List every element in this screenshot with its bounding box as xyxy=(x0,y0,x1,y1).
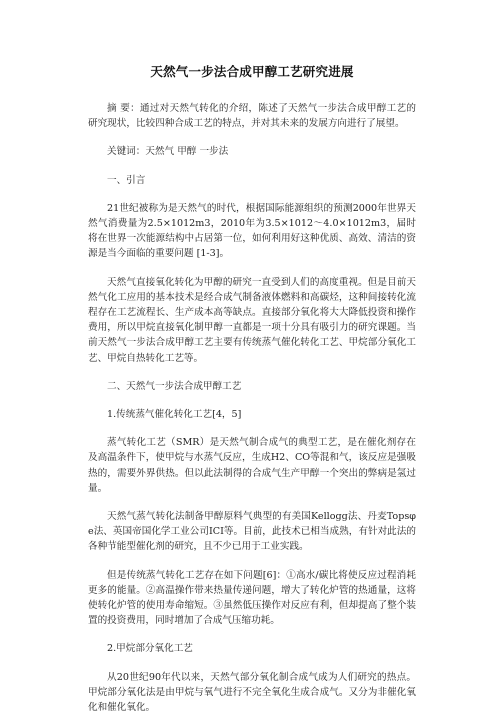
section-heading-processes: 二、天然气一步法合成甲醇工艺 xyxy=(107,380,242,392)
body-paragraph: 但是传统蒸气转化工艺存在如下问题[6]：①高水/碳比将使反应过程消耗更多的能量。②高温操作带来热量传递问题，增大了转化炉管的热通量，这将使转化炉管的使用寿命缩短。③虽然低压操作对反应有利，但却提高了整个装置的投资费用，同时增加了合成气压缩功耗。 xyxy=(88,569,416,627)
body-paragraph: 从20世纪90年代以来，天然气部分氧化制合成气成为人们研究的热点。甲烷部分氧化法是由甲烷与氧气进行不完全氧化生成合成气。又分为非催化氧化和催化氧化。 xyxy=(88,671,416,714)
abstract-paragraph: 摘 要：通过对天然气转化的介绍，陈述了天然气一步法合成甲醇工艺的研究现状，比较四种合成工艺的特点，并对其未来的发展方向进行了展望。 xyxy=(88,103,416,130)
body-paragraph: 天然气直接氧化转化为甲醇的研究一直受到人们的高度重视。但是目前天然气化工应用的基本技术是经合成气制备液体燃料和高碳烃，这种间接转化流程存在工艺流程长、生产成本高等缺点。直接部分氧化将大大降低投资和操作费用，所以甲烷直接氧化制甲醇一直都是一项十分具有吸引力的研究课题。当前天然气一步法合成甲醇工艺主要有传统蒸气催化转化工艺、甲烷部分氧化工艺、甲烷自热转化工艺等。 xyxy=(88,276,416,364)
document-title: 天然气一步法合成甲醇工艺研究进展 xyxy=(150,64,354,79)
body-paragraph: 21世纪被称为是天然气的时代，根据国际能源组织的预测2000年世界天然气消费量为2.5×1012m3，2010年为3.5×1012～4.0×1012m3，届时将在世界一次能源结构中占居第一位，如何利用好这种优质、高效、清洁的资源是当今面临的重要问题 [1-3]。 xyxy=(88,202,416,260)
keywords-line: 关键词：天然气 甲醇 一步法 xyxy=(107,146,229,158)
subsection-heading-partial-oxidation: 2.甲烷部分氧化工艺 xyxy=(107,643,193,655)
section-heading-introduction: 一、引言 xyxy=(107,174,146,186)
body-paragraph: 天然气蒸气转化法制备甲醇原料气典型的有美国Kellogg法、丹麦Topsφe法、英国帝国化学工业公司ICI等。目前，此技术已相当成熟，有针对此法的各种节能型催化剂的研究，且不少已用于工业实践。 xyxy=(88,511,416,553)
subsection-heading-steam-reforming: 1.传统蒸气催化转化工艺[4，5] xyxy=(107,409,242,421)
body-paragraph: 蒸气转化工艺（SMR）是天然气制合成气的典型工艺，是在催化剂存在及高温条件下，使甲烷与水蒸气反应，生成H2、CO等混和气，该反应是强吸热的，需要外界供热。但以此法制得的合成气生产甲醇一个突出的弊病是氢过量。 xyxy=(88,437,416,494)
